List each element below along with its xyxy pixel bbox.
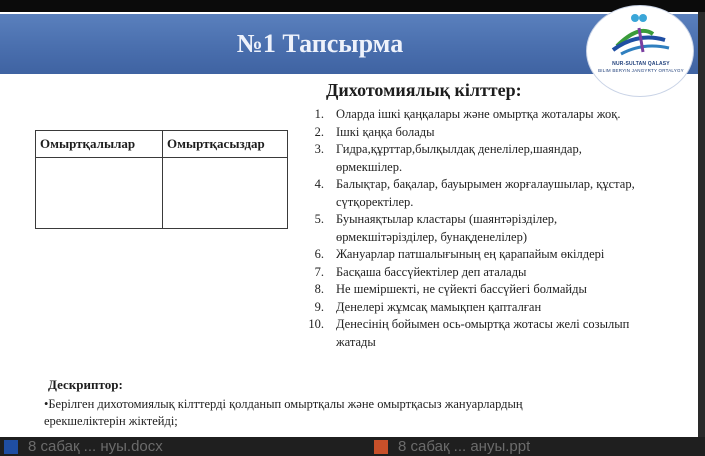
list-item: 5. Буынаяқтылар кластары (шаянтәріздiлер, [314,212,558,226]
list-item: 6. Жануарлар патшалығының ең қарапайым өкілдері [314,247,605,261]
list-item: 10. Денесінің бойымен ось-омыртқа жотасы желі созылып [308,317,630,331]
list-item-continuation: өрмекшітәрізділер, бунақденелілер) [336,229,528,244]
logo-text-line1: NUR-SULTAN QALASY [612,61,670,67]
list-item-continuation: сүтқоректілер. [336,194,414,209]
list-item-continuation: өрмекшілер. [336,159,403,174]
classification-table [35,130,288,229]
slide-title: №1 Тапсырма [236,29,404,58]
list-item: 9. Денелері жұмсақ мамықпен қапталған [314,299,542,314]
list-item: 7. Басқаша бассүйектілер деп аталады [314,264,527,279]
table-header-invertebrates: Омыртқасыздар [163,131,288,158]
word-doc-icon [4,440,18,454]
taskbar-item-word-doc[interactable]: 8 сабақ ... нуы.docx [4,437,163,456]
list-item: 1. Оларда ішкі қаңқалары және омыртқа жоталары жоқ. [314,107,621,121]
list-item-continuation: жатады [336,334,376,349]
logo-figure-icon [587,6,695,98]
list-item: 3. Гидра,құрттар,былқылдақ денелілер,шаяндар, [314,142,582,156]
list-item: 2. Ішкі қаңқа болады [314,124,435,139]
taskbar-item-powerpoint[interactable]: 8 сабақ ... ануы.ppt [374,437,530,456]
dichotomous-keys-list [304,106,699,351]
keys-heading: Дихотомиялық кілттер: [326,80,522,100]
powerpoint-icon [374,440,388,454]
table-cell-invertebrates[interactable] [163,158,288,229]
list-item: 4. Балықтар, бақалар, бауырымен жорғалаушылар, құстар, [314,177,635,191]
list-item: 8. Не шеміршекті, не сүйекті бассүйегі болмайды [314,282,587,296]
descriptor-heading: Дескриптор: [48,377,123,392]
logo-text-line2: BILIM BERYIN JANGYRTY ORTALYGY [598,68,684,73]
table-cell-vertebrates[interactable] [36,158,163,229]
right-dark-edge [698,12,705,437]
table-header-vertebrates: Омыртқалылар [36,131,163,158]
descriptor-text: •Берілген дихотомиялық кілттерді қолданып омыртқалы және омыртқасыз жануарлардың ерекшеліктерін жіктейді; [44,397,523,428]
organization-logo [586,5,694,97]
